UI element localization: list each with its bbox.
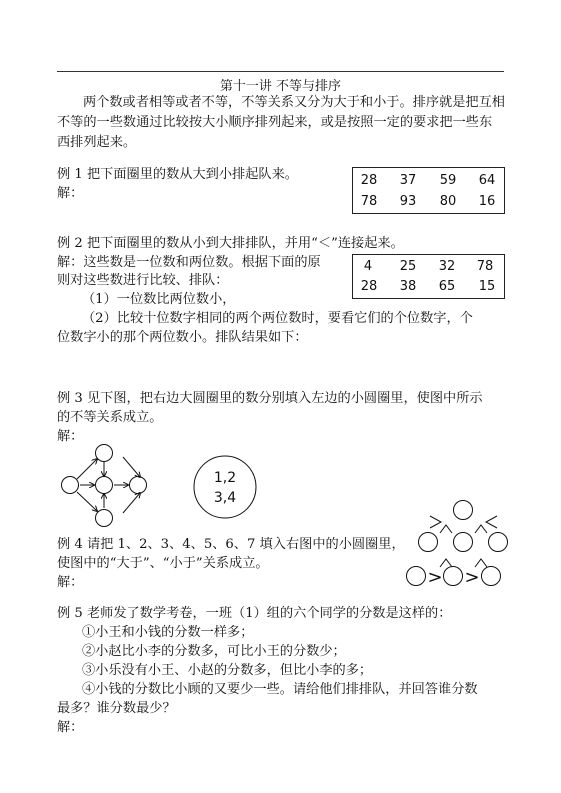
blank-circle xyxy=(96,477,113,494)
number-cell: 37 xyxy=(399,173,417,188)
example-2-rule-2-cont: 位数字小的那个两位数小。排队结果如下： xyxy=(57,330,308,345)
example-2-question: 例 2 把下面圈里的数从小到大排排队，并用“＜”连接起来。 xyxy=(57,236,404,251)
less-than-mark xyxy=(475,525,487,533)
example-4-tree-diagram xyxy=(403,497,513,589)
number-cell: 25 xyxy=(399,259,417,274)
number-cell: 4 xyxy=(363,259,373,274)
number-cell: 93 xyxy=(399,194,417,209)
number-cell: 32 xyxy=(438,259,456,274)
condition-2: ②小赵比小李的分数多，可比小王的分数少； xyxy=(82,644,346,659)
example-2-rule-1: （1）一位数比两位数小， xyxy=(82,292,236,307)
number-cell: 38 xyxy=(399,279,417,294)
circle-number-line-2: 3,4 xyxy=(213,490,237,506)
arrow xyxy=(123,493,140,513)
blank-circle xyxy=(62,477,79,494)
lesson-title: 第十一讲 不等与排序 xyxy=(219,79,342,94)
example-2-solution-line-2: 则对这些数进行比较、排队： xyxy=(57,273,229,288)
number-cell: 16 xyxy=(478,194,496,209)
blank-circle xyxy=(489,533,508,552)
blank-circle xyxy=(419,533,438,552)
condition-4: ④小钱的分数比小顾的又要少一些。请给他们排排队，并回答谁分数 xyxy=(82,682,478,697)
large-circle xyxy=(194,456,256,518)
top-rule xyxy=(57,71,504,72)
example-1-number-box xyxy=(352,167,505,214)
number-cell: 15 xyxy=(478,279,496,294)
blank-circle xyxy=(96,510,113,527)
blank-circle xyxy=(444,567,463,586)
example-3-question: 例 3 见下图，把右边大圆圈里的数分别填入左边的小圆圈里，使图中所示 xyxy=(57,391,483,406)
less-than-mark xyxy=(475,559,487,567)
example-2-rule-2: （2）比较十位数字相同的两个两位数时，要看它们的个位数字，个 xyxy=(82,311,473,326)
blank-circle xyxy=(454,501,473,520)
greater-than-symbol: > xyxy=(464,567,480,588)
example-4-question: 例 4 请把 1、2、3、4、5、6、7 填入右图中的小圆圈里， xyxy=(57,537,405,552)
example-3-question-cont: 的不等关系成立。 xyxy=(57,410,163,425)
example-3-number-circle xyxy=(190,452,260,522)
greater-than-mark xyxy=(430,516,441,528)
number-cell: 59 xyxy=(439,173,457,188)
less-than-mark xyxy=(440,559,452,567)
arrow xyxy=(77,492,97,511)
intro-paragraph: 两个数或者相等或者不等，不等关系又分为大于和小于。排序就是把互相不等的一些数通过比较按大小顺序排列起来，或是按照一定的要求把一些东西排列起来。 xyxy=(57,95,505,150)
example-3-answer-label: 解： xyxy=(57,429,84,444)
number-cell: 80 xyxy=(439,194,457,209)
arrow xyxy=(77,459,97,479)
blank-circle xyxy=(454,533,473,552)
less-than-mark xyxy=(440,525,452,533)
example-1-question: 例 1 把下面圈里的数从大到小排起队来。 xyxy=(57,167,298,182)
example-2-solution-line-1: 解：这些数是一位数和两位数。根据下面的原 xyxy=(57,255,321,270)
less-than-mark xyxy=(486,516,497,528)
circle-number-line-1: 1,2 xyxy=(213,470,237,486)
example-4-answer-label: 解： xyxy=(57,575,84,590)
number-cell: 78 xyxy=(476,259,494,274)
blank-circle xyxy=(96,445,113,462)
arrow xyxy=(123,457,140,477)
condition-3: ③小乐没有小王、小赵的分数多，但比小李的多； xyxy=(82,663,373,678)
number-cell: 65 xyxy=(438,279,456,294)
example-3-diamond-diagram xyxy=(56,440,156,532)
condition-1: ①小王和小钱的分数一样多； xyxy=(82,625,254,640)
number-cell: 78 xyxy=(360,194,378,209)
greater-than-symbol: > xyxy=(427,567,443,588)
condition-4-cont: 最多？谁分数最少？ xyxy=(57,701,176,716)
example-1-answer-label: 解： xyxy=(57,186,84,201)
blank-circle xyxy=(482,567,501,586)
blank-circle xyxy=(130,477,147,494)
number-cell: 28 xyxy=(360,279,378,294)
example-2-number-box xyxy=(352,254,505,299)
blank-circle xyxy=(407,567,426,586)
number-cell: 28 xyxy=(360,173,378,188)
number-cell: 64 xyxy=(478,173,496,188)
example-4-question-cont: 使图中的“大于”、“小于”关系成立。 xyxy=(57,556,269,571)
example-5-answer-label: 解： xyxy=(57,720,84,735)
example-5-question: 例 5 老师发了数学考卷，一班（1）组的六个同学的分数是这样的： xyxy=(57,606,452,621)
